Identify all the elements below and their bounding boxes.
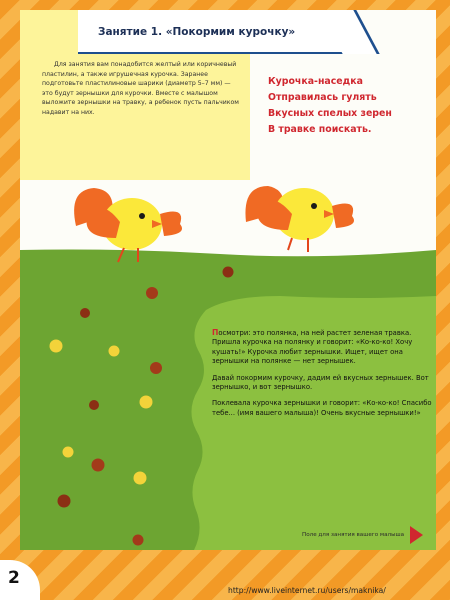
intro-text: Для занятия вам понадобится желтый или коричневый пластилин, а также игрушечная курочка. Заранее подготовьте пластилиновые шарики (диаметр 5–7 мм) — это будут зернышки для курочки. Вместе с малышом выложите зернышки на травку, а ребенок пусть пальчиком надавит на них.: [42, 61, 239, 116]
poem-line: Отправилась гулять: [268, 92, 377, 103]
poem-line: Курочка-наседка: [268, 76, 363, 87]
story-paragraph-text: осмотри: это полянка, на ней растет зеленая травка. Пришла курочка на полянку и говорит: «Ко-ко-ко! Хочу кушать!» Курочка любит зернышки. Ищет, ищет она зернышки на полянке — нет зернышек.: [212, 329, 413, 366]
story-initial-letter: П: [212, 328, 219, 337]
grain-brown: [223, 267, 234, 278]
grain-yellow: [63, 447, 74, 458]
grain-yellow: [50, 340, 63, 353]
page-number: 2: [8, 568, 20, 588]
grain-yellow: [140, 396, 153, 409]
story-paragraph: Давай покормим курочку, дадим ей вкусных зернышек. Вот зернышко, и вот зернышко.: [212, 373, 429, 392]
grain-yellow: [109, 346, 120, 357]
poem-line: Вкусных спелых зерен: [268, 108, 392, 119]
chick-tail: [160, 212, 182, 236]
chick-eye: [139, 213, 145, 219]
grain-brown: [150, 362, 162, 374]
story-paragraph: [212, 328, 432, 367]
grain-brown: [146, 287, 158, 299]
footer-note: Поле для занятия вашего малыша: [302, 532, 405, 538]
source-url: http://www.liveinternet.ru/users/maknika/: [228, 586, 386, 595]
story-paragraph: Поклевала курочка зернышки и говорит: «Ко-ко-ко! Спасибо тебе... (имя вашего малыша)! Очень вкусные зернышки!»: [212, 399, 432, 417]
grain-brown: [89, 400, 99, 410]
grain-yellow: [134, 472, 147, 485]
chick-right: [245, 186, 354, 252]
grain-brown: [92, 459, 105, 472]
next-arrow-icon: [410, 526, 423, 544]
chick-eye: [311, 203, 317, 209]
grain-brown: [80, 308, 90, 318]
grain-brown: [58, 495, 71, 508]
poem-line: В травке поискать.: [268, 124, 372, 135]
chick-leg: [288, 238, 292, 250]
lesson-title: Занятие 1. «Покормим курочку»: [98, 26, 296, 38]
chick-tail: [332, 204, 354, 228]
grain-brown: [133, 535, 144, 546]
page-card: [20, 10, 436, 550]
story-text: [212, 328, 432, 425]
poem: [268, 74, 392, 138]
